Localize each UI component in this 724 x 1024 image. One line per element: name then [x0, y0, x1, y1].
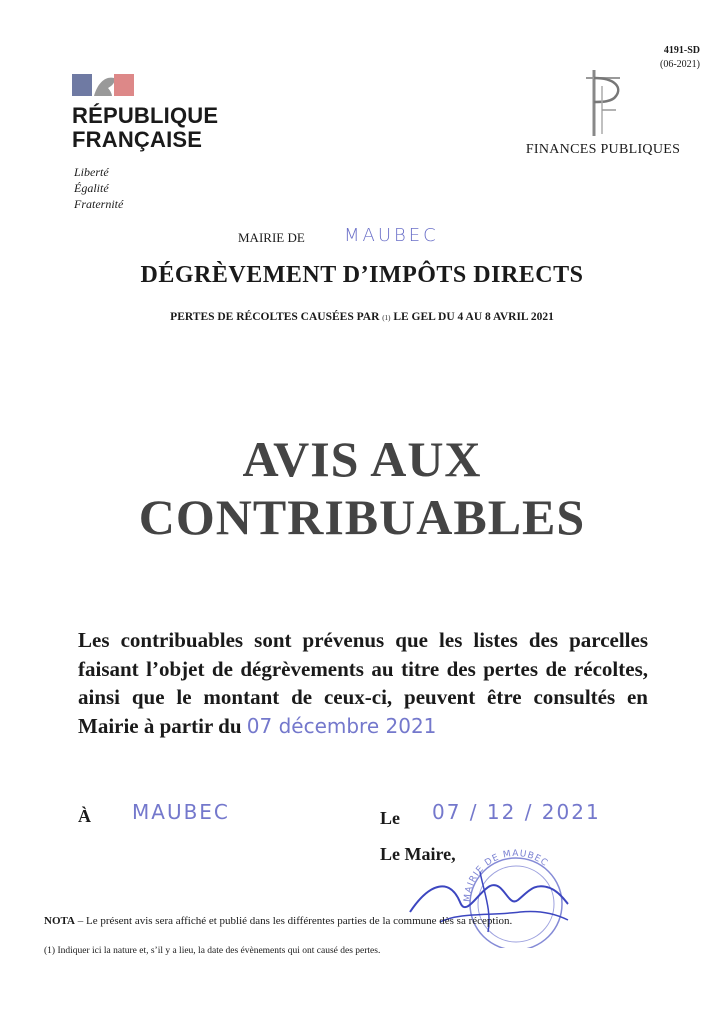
mairie-value-handwritten: MAUBEC — [344, 225, 439, 246]
date-label: Le — [380, 808, 400, 828]
devise-liberte: Liberté — [74, 165, 109, 179]
place-value-handwritten: MAUBEC — [132, 800, 230, 824]
marianne-logo-icon — [72, 72, 134, 98]
mairie-stamp-icon — [400, 842, 570, 948]
devise — [74, 164, 123, 212]
footnote: (1) Indiquer ici la nature et, s’il y a lieu, la date des évènements qui ont causé des pertes. — [44, 946, 381, 956]
subtitle-before: PERTES DE RÉCOLTES CAUSÉES PAR — [170, 311, 380, 323]
date-value-handwritten: 07 / 12 / 2021 — [432, 800, 601, 824]
republique-line1: RÉPUBLIQUE — [72, 103, 219, 128]
main-heading — [0, 430, 724, 546]
republique-francaise — [72, 104, 218, 152]
notice-text: Les contribuables sont prévenus que les listes des parcelles faisant l’objet de dégrèvements au titre des pertes de récoltes, ainsi que le montant de ceux-ci, peuvent être consultés en Mairie à partir du — [78, 628, 648, 738]
maire-label: Le Maire, — [380, 844, 456, 864]
devise-egalite: Égalité — [74, 181, 109, 195]
notice-date-handwritten: 07 décembre 2021 — [246, 713, 437, 738]
place-label: À — [78, 806, 91, 826]
finances-publiques-label: FINANCES PUBLIQUES — [525, 142, 681, 157]
devise-fraternite: Fraternité — [74, 197, 124, 211]
mairie-label: MAIRIE DE — [238, 230, 305, 245]
heading-line2: CONTRIBUABLES — [138, 489, 586, 545]
form-code — [660, 44, 700, 72]
nota-label: NOTA — [44, 915, 75, 927]
republique-line2: FRANÇAISE — [72, 127, 203, 152]
document-title: DÉGRÈVEMENT D’IMPÔTS DIRECTS — [140, 262, 584, 288]
subtitle-note-ref: (1) — [382, 314, 391, 322]
nota — [44, 915, 512, 927]
finances-publiques-logo-icon — [572, 66, 632, 138]
subtitle-after: LE GEL DU 4 AU 8 AVRIL 2021 — [393, 311, 554, 323]
nota-text: – Le présent avis sera affiché et publié dans les différentes parties de la commune dès sa réception. — [74, 915, 513, 927]
heading-line1: AVIS AUX — [242, 431, 482, 487]
stamp-text: MAIRIE DE MAUBEC — [462, 848, 550, 903]
form-date: (06-2021) — [660, 59, 700, 70]
form-number: 4191-SD — [663, 45, 700, 56]
document-subtitle — [0, 311, 724, 323]
notice-paragraph — [78, 626, 648, 740]
